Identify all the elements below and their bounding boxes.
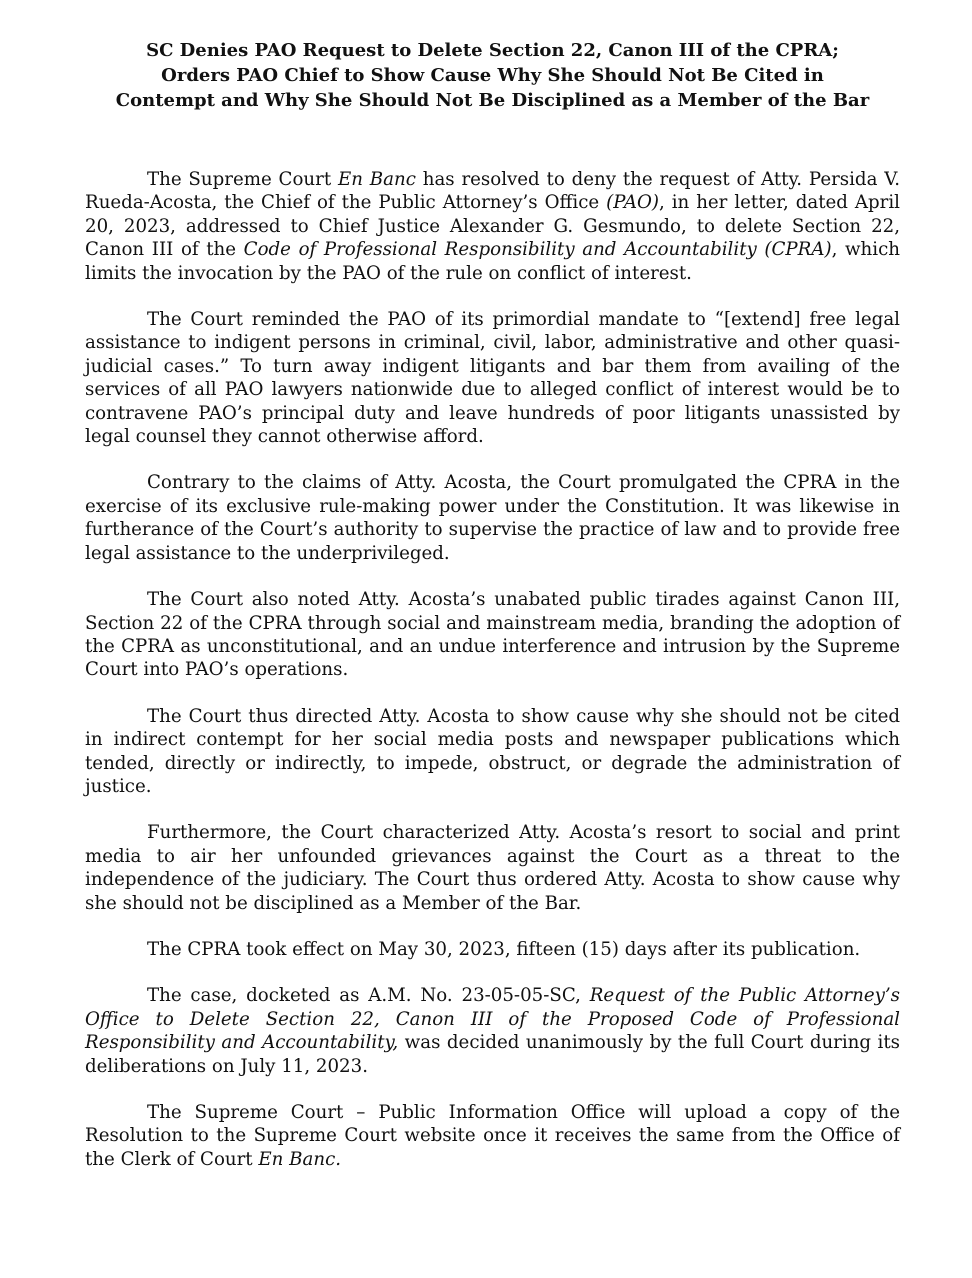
paragraph-show-cause-discipline: Furthermore, the Court characterized Atty. Acosta’s resort to social and print media to air her unfounded grievances against the Court as a threat to the independence of the judiciary. The Court thus ordered Atty. Acosta to show cause why she should not be disciplined as a Member of the Bar. xyxy=(85,822,900,914)
text-run: The case, docketed as A.M. No. 23-05-05-SC, xyxy=(147,985,590,1007)
paragraph-rule-making-power: Contrary to the claims of Atty. Acosta, the Court promulgated the CPRA in the exercise of its exclusive rule-making power under the Constitution. It was likewise in furtherance of the Court’s authority to supervise the practice of law and to provide free legal assistance to the underprivileged. xyxy=(85,472,900,564)
title-line-1: SC Denies PAO Request to Delete Section 22, Canon III of the CPRA; xyxy=(146,40,839,61)
press-release-page xyxy=(85,38,900,1194)
text-run: , which limits the invocation by the PAO of the rule on conflict of interest. xyxy=(85,239,900,284)
title-line-2: Orders PAO Chief to Show Cause Why She Should Not Be Cited in xyxy=(161,65,824,86)
paragraph-pio-upload xyxy=(85,1101,900,1171)
text-run: The Supreme Court xyxy=(147,169,338,190)
text-run: The Supreme Court – Public Information Office will upload a copy of the Resolution to the Supreme Court website once it receives the same from the Office of the Clerk of Court xyxy=(85,1102,900,1170)
text-run: , in her letter, dated April 20, 2023, addressed to Chief Justice Alexander G. Gesmundo, to delete Section 22, Canon III of the xyxy=(85,192,900,261)
paragraph-request-denied xyxy=(85,168,900,285)
italic-run: Request of the Public Attorney’s Office to Delete Section 22, Canon III of the Proposed Code of Professional Responsibility and Accountability, xyxy=(85,985,900,1054)
paragraph-public-tirades: The Court also noted Atty. Acosta’s unabated public tirades against Canon III, Section 22 of the CPRA through social and mainstream media, branding the adoption of the CPRA as unconstitutional, and an undue interference and intrusion by the Supreme Court into PAO’s operations. xyxy=(85,589,900,681)
italic-run: En Banc xyxy=(337,169,416,190)
page-title xyxy=(85,38,900,113)
italic-run: En Banc. xyxy=(258,1148,342,1170)
italic-run: Code of Professional Responsibility and Accountability (CPRA) xyxy=(243,239,832,261)
italic-run: (PAO) xyxy=(606,192,659,214)
text-run: was decided unanimously by the full Court during its deliberations on July 11, 2023. xyxy=(85,1032,900,1077)
paragraph-pao-mandate: The Court reminded the PAO of its primordial mandate to “[extend] free legal assistance to indigent persons in criminal, civil, labor, administrative and other quasi-judicial cases.” To turn away indigent litigants and bar them from availing of the services of all PAO lawyers nationwide due to alleged conflict of interest would be to contravene PAO’s principal duty and leave hundreds of poor litigants unassisted by legal counsel they cannot otherwise afford. xyxy=(85,309,900,448)
paragraph-show-cause-contempt: The Court thus directed Atty. Acosta to show cause why she should not be cited in indirect contempt for her social media posts and newspaper publications which tended, directly or indirectly, to impede, obstruct, or degrade the administration of justice. xyxy=(85,705,900,797)
paragraph-case-docket xyxy=(85,984,900,1078)
text-run: has resolved to deny the request of Atty. Persida V. Rueda-Acosta, the Chief of the Public Attorney’s Office xyxy=(85,169,900,214)
paragraph-cpra-effectivity: The CPRA took effect on May 30, 2023, fifteen (15) days after its publication. xyxy=(147,938,861,960)
title-line-3: Contempt and Why She Should Not Be Disciplined as a Member of the Bar xyxy=(115,90,870,111)
